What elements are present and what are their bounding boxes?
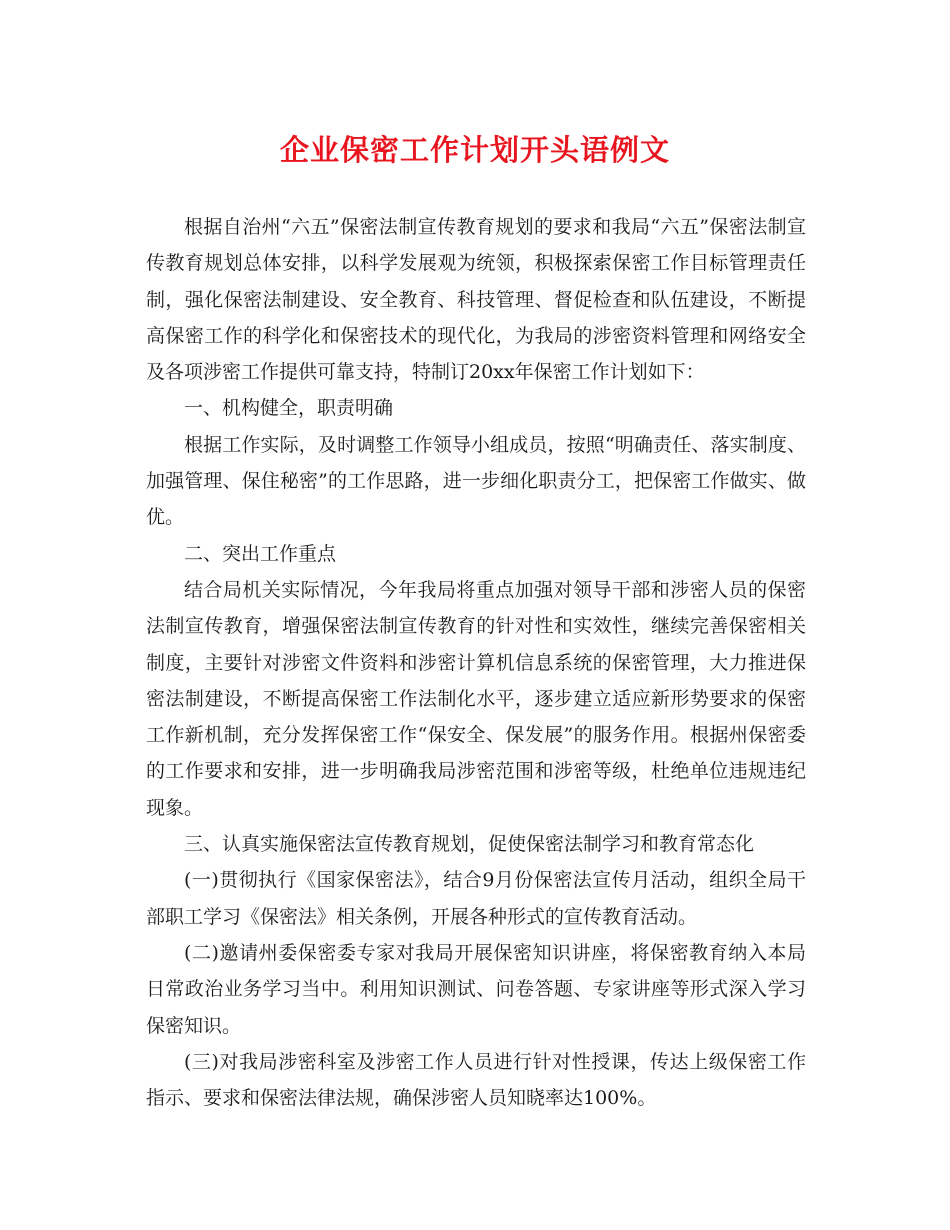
document-body	[146, 209, 806, 1116]
section-heading-2: 二、突出工作重点	[184, 542, 337, 565]
section-3-item-3: (三)对我局涉密科室及涉密工作人员进行针对性授课，传达上级保密工作指示、要求和保密法律法规，确保涉密人员知晓率达100%。	[146, 1050, 806, 1110]
section-1-paragraph: 根据工作实际，及时调整工作领导小组成员，按照“明确责任、落实制度、加强管理、保住秘密”的工作思路，进一步细化职责分工，把保密工作做实、做优。	[146, 433, 806, 529]
section-3-item-2: (二)邀请州委保密委专家对我局开展保密知识讲座，将保密教育纳入本局日常政治业务学习当中。利用知识测试、问卷答题、专家讲座等形式深入学习保密知识。	[146, 941, 806, 1037]
section-heading-1: 一、机构健全，职责明确	[184, 397, 394, 420]
intro-paragraph: 根据自治州“六五”保密法制宣传教育规划的要求和我局“六五”保密法制宣传教育规划总体安排，以科学发展观为统领，积极探索保密工作目标管理责任制，强化保密法制建设、安全教育、科技管理、督促检查和队伍建设，不断提高保密工作的科学化和保密技术的现代化，为我局的涉密资料管理和网络安全及各项涉密工作提供可靠支持，特制订20xx年保密工作计划如下：	[146, 216, 806, 384]
document-title: 企业保密工作计划开头语例文	[279, 133, 670, 167]
section-heading-3: 三、认真实施保密法宣传教育规划，促使保密法制学习和教育常态化	[184, 833, 755, 856]
section-3-item-1: (一)贯彻执行《国家保密法》，结合9月份保密法宣传月活动，组织全局干部职工学习《保密法》相关条例，开展各种形式的宣传教育活动。	[146, 869, 806, 928]
section-2-paragraph: 结合局机关实际情况，今年我局将重点加强对领导干部和涉密人员的保密法制宣传教育，增强保密法制宣传教育的针对性和实效性，继续完善保密相关制度，主要针对涉密文件资料和涉密计算机信息系统的保密管理，大力推进保密法制建设，不断提高保密工作法制化水平，逐步建立适应新形势要求的保密工作新机制，充分发挥保密工作“保安全、保发展”的服务作用。根据州保密委的工作要求和安排，进一步明确我局涉密范围和涉密等级，杜绝单位违规违纪现象。	[146, 578, 806, 819]
